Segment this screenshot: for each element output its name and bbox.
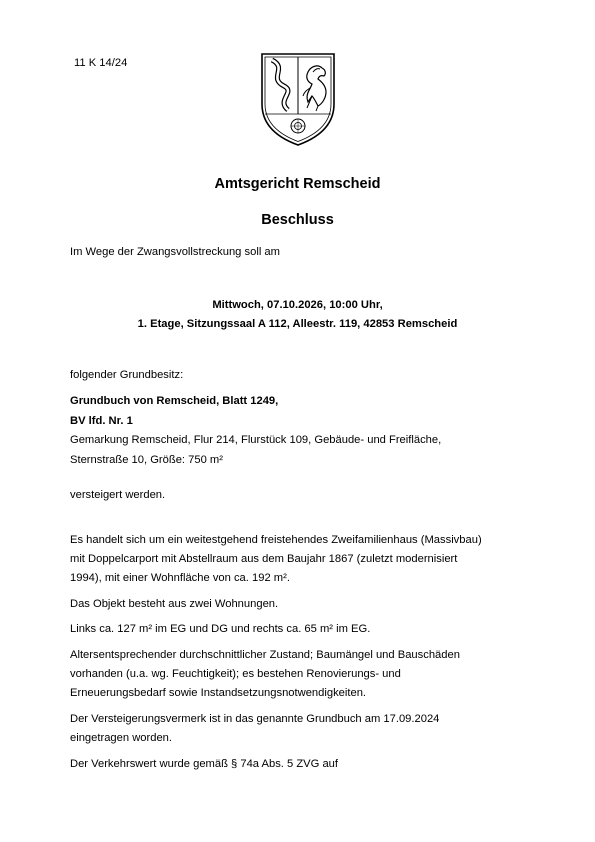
condition-line-1: Altersentsprechender durchschnittlicher Zustand; Baumängel und Bauschäden — [70, 649, 460, 661]
auction-date: Mittwoch, 07.10.2026, 10:00 Uhr, — [212, 299, 383, 311]
parcel-line-1: Gemarkung Remscheid, Flur 214, Flurstück 109, Gebäude- und Freifläche, — [70, 434, 442, 446]
units-text: Das Objekt besteht aus zwei Wohnungen. — [70, 598, 279, 610]
auction-location: 1. Etage, Sitzungssaal A 112, Alleestr. 119, 42853 Remscheid — [137, 318, 458, 330]
description-line-3: 1994), mit einer Wohnfläche von ca. 192 m². — [70, 572, 290, 584]
court-name: Amtsgericht Remscheid — [214, 176, 381, 192]
parcel-line-2: Sternstraße 10, Größe: 750 m² — [70, 454, 223, 466]
document-title: Beschluss — [261, 212, 334, 228]
description-line-2: mit Doppelcarport mit Abstellraum aus dem Baujahr 1867 (zuletzt modernisiert — [70, 553, 458, 565]
coat-of-arms-icon — [258, 48, 338, 148]
register-note-line-2: eingetragen worden. — [70, 732, 173, 744]
description-line-1: Es handelt sich um ein weitestgehend freistehendes Zweifamilienhaus (Massivbau) — [70, 534, 482, 546]
case-number: 11 K 14/24 — [74, 57, 128, 69]
auction-phrase: versteigert werden. — [70, 489, 166, 501]
intro-text: Im Wege der Zwangsvollstreckung soll am — [70, 246, 280, 258]
register-note-line-1: Der Versteigerungsvermerk ist in das genannte Grundbuch am 17.09.2024 — [70, 713, 440, 725]
sizes-text: Links ca. 127 m² im EG und DG und rechts ca. 65 m² im EG. — [70, 623, 371, 635]
condition-line-3: Erneuerungsbedarf sowie Instandsetzungsnotwendigkeiten. — [70, 687, 367, 699]
condition-line-2: vorhanden (u.a. wg. Feuchtigkeit); es bestehen Renovierungs- und — [70, 668, 401, 680]
bv-entry: BV lfd. Nr. 1 — [70, 415, 133, 427]
land-register: Grundbuch von Remscheid, Blatt 1249, — [70, 395, 279, 407]
property-label: folgender Grundbesitz: — [70, 369, 184, 381]
value-intro: Der Verkehrswert wurde gemäß § 74a Abs. 5 ZVG auf — [70, 758, 339, 770]
